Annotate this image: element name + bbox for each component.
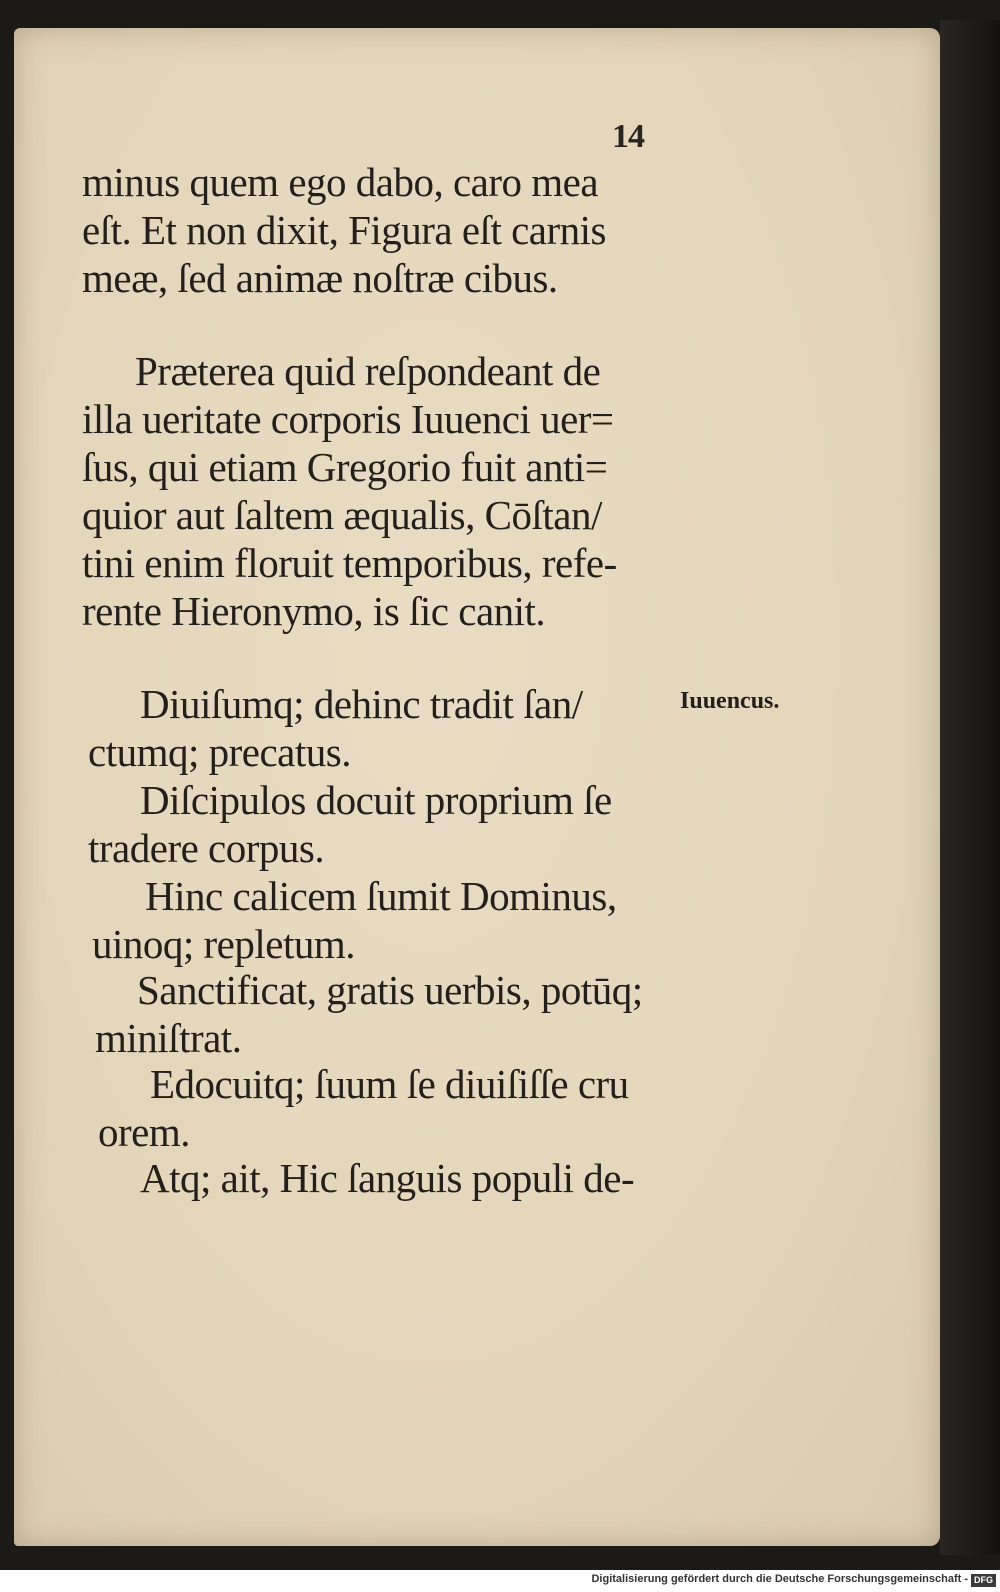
text-line: tradere corpus. [88,825,325,871]
text-line: Diuiſumq; dehinc tradit ſan/ [140,681,583,727]
text-line: illa ueritate corporis Iuuenci uer= [82,396,614,442]
page-number: 14 [612,118,644,155]
text-line: ctumq; precatus. [88,729,351,775]
funding-credit: Digitalisierung gefördert durch die Deutsche Forschungsgemeinschaft - [591,1573,968,1585]
text-line: rente Hieronymo, is ſic canit. [82,588,546,634]
marginal-note: Iuuencus. [680,688,780,714]
text-line: Atq; ait, Hic ſanguis populi de- [140,1155,635,1201]
text-line: uinoq; repletum. [92,921,356,967]
text-line: Præterea quid reſpondeant de [135,348,601,394]
text-line: tini enim floruit temporibus, refe- [82,540,617,586]
text-line: minus quem ego dabo, caro mea [82,159,599,205]
dfg-logo: DFG [971,1574,996,1587]
text-line: eſt. Et non dixit, Figura eſt carnis [82,207,607,253]
book-gutter [940,20,1000,1555]
text-line: meæ, ſed animæ noſtræ cibus. [82,255,558,301]
text-line: Edocuitq; ſuum ſe diuiſiſſe cru [150,1061,629,1107]
text-line: miniſtrat. [95,1015,242,1061]
text-line: Hinc calicem ſumit Dominus, [145,873,617,919]
text-line: Diſcipulos docuit proprium ſe [140,777,612,823]
text-line: ſus, qui etiam Gregorio fuit anti= [82,444,608,490]
text-line: orem. [98,1109,190,1155]
footer-bar [0,1570,1000,1592]
text-line: quior aut ſaltem æqualis, Cōſtan/ [82,492,602,538]
text-line: Sanctificat, gratis uerbis, potūq; [137,967,643,1013]
